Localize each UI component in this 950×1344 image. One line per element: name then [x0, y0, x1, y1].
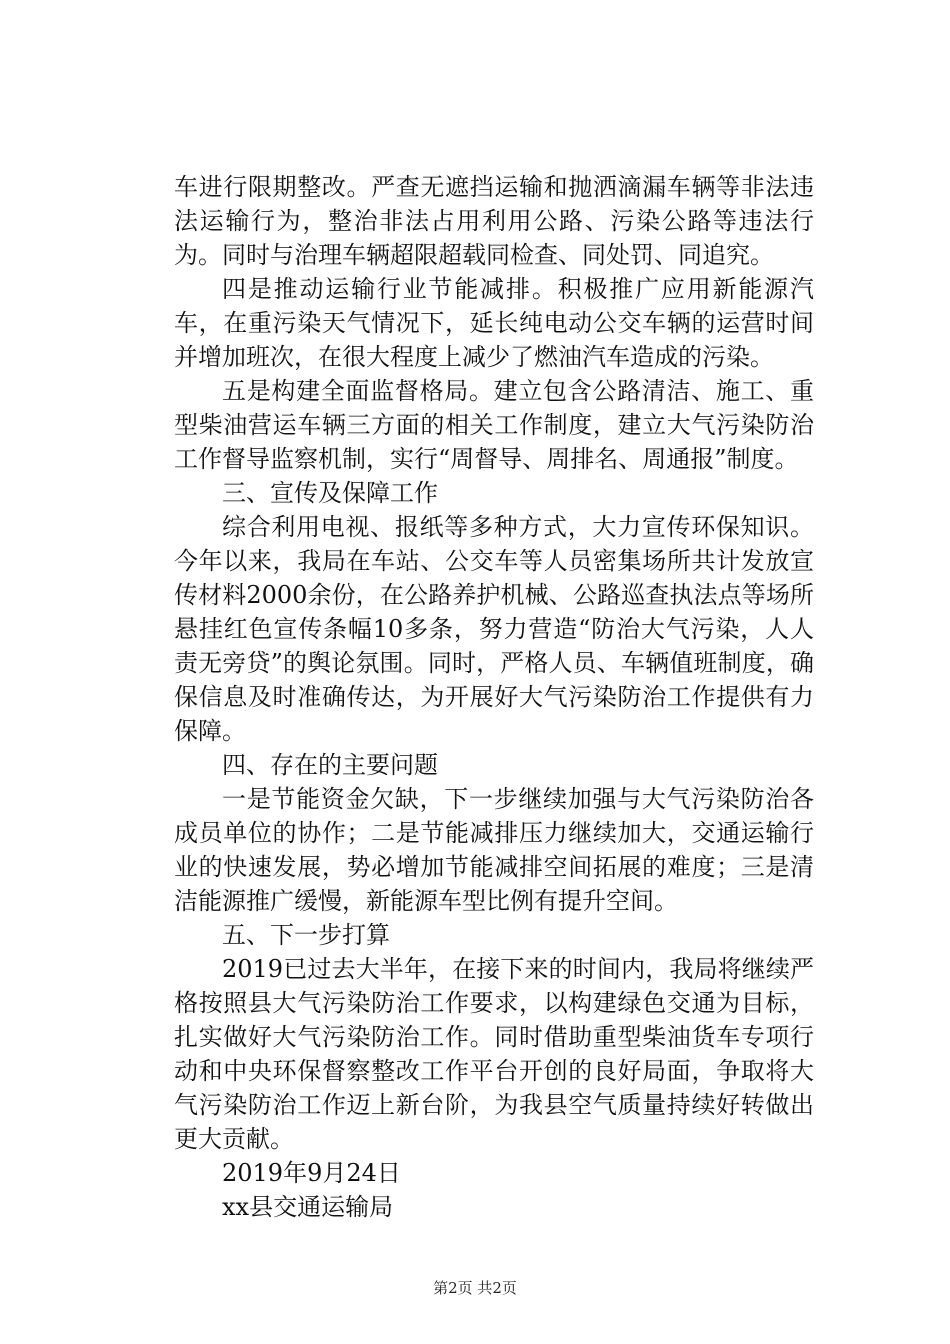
- paragraph-item-five: 五是构建全面监督格局。建立包含公路清洁、施工、重型柴油营运车辆三方面的相关工作制度，建立大气污染防治工作督导监察机制，实行“周督导、周排名、周通报”制度。: [174, 377, 814, 473]
- paragraph-problems: 一是节能资金欠缺，下一步继续加强与大气污染防治各成员单位的协作；二是节能减排压力继续加大，交通运输行业的快速发展，势必增加节能减排空间拓展的难度；三是清洁能源推广缓慢，新能源车型比例有提升空间。: [174, 785, 814, 915]
- section-heading-problems: 四、存在的主要问题: [222, 751, 438, 779]
- paragraph-publicity: 综合利用电视、报纸等多种方式，大力宣传环保知识。今年以来，我局在车站、公交车等人员密集场所共计发放宣传材料2000余份，在公路养护机械、公路巡查执法点等场所悬挂红色宣传条幅10多条，努力营造“防治大气污染，人人责无旁贷”的舆论氛围。同时，严格人员、车辆值班制度，确保信息及时准确传达，为开展好大气污染防治工作提供有力保障。: [174, 513, 814, 745]
- section-heading-publicity: 三、宣传及保障工作: [222, 479, 438, 507]
- paragraph-continuation: 车进行限期整改。严查无遮挡运输和抛洒滴漏车辆等非法违法运输行为，整治非法占用利用公路、污染公路等违法行为。同时与治理车辆超限超载同检查、同处罚、同追究。: [174, 173, 814, 269]
- section-heading-next-steps: 五、下一步打算: [222, 921, 390, 949]
- document-date: 2019年9月24日: [222, 1159, 401, 1187]
- document-issuer: xx县交通运输局: [222, 1193, 394, 1221]
- paragraph-item-four: 四是推动运输行业节能减排。积极推广应用新能源汽车，在重污染天气情况下，延长纯电动公交车辆的运营时间并增加班次，在很大程度上减少了燃油汽车造成的污染。: [174, 275, 814, 371]
- paragraph-next-steps: 2019已过去大半年，在接下来的时间内，我局将继续严格按照县大气污染防治工作要求，以构建绿色交通为目标，扎实做好大气污染防治工作。同时借助重型柴油货车专项行动和中央环保督察整改工作平台开创的良好局面，争取将大气污染防治工作迈上新台阶，为我县空气质量持续好转做出更大贡献。: [174, 955, 814, 1153]
- page-number-footer: 第2页 共2页: [433, 1279, 517, 1297]
- document-body: [174, 170, 814, 1224]
